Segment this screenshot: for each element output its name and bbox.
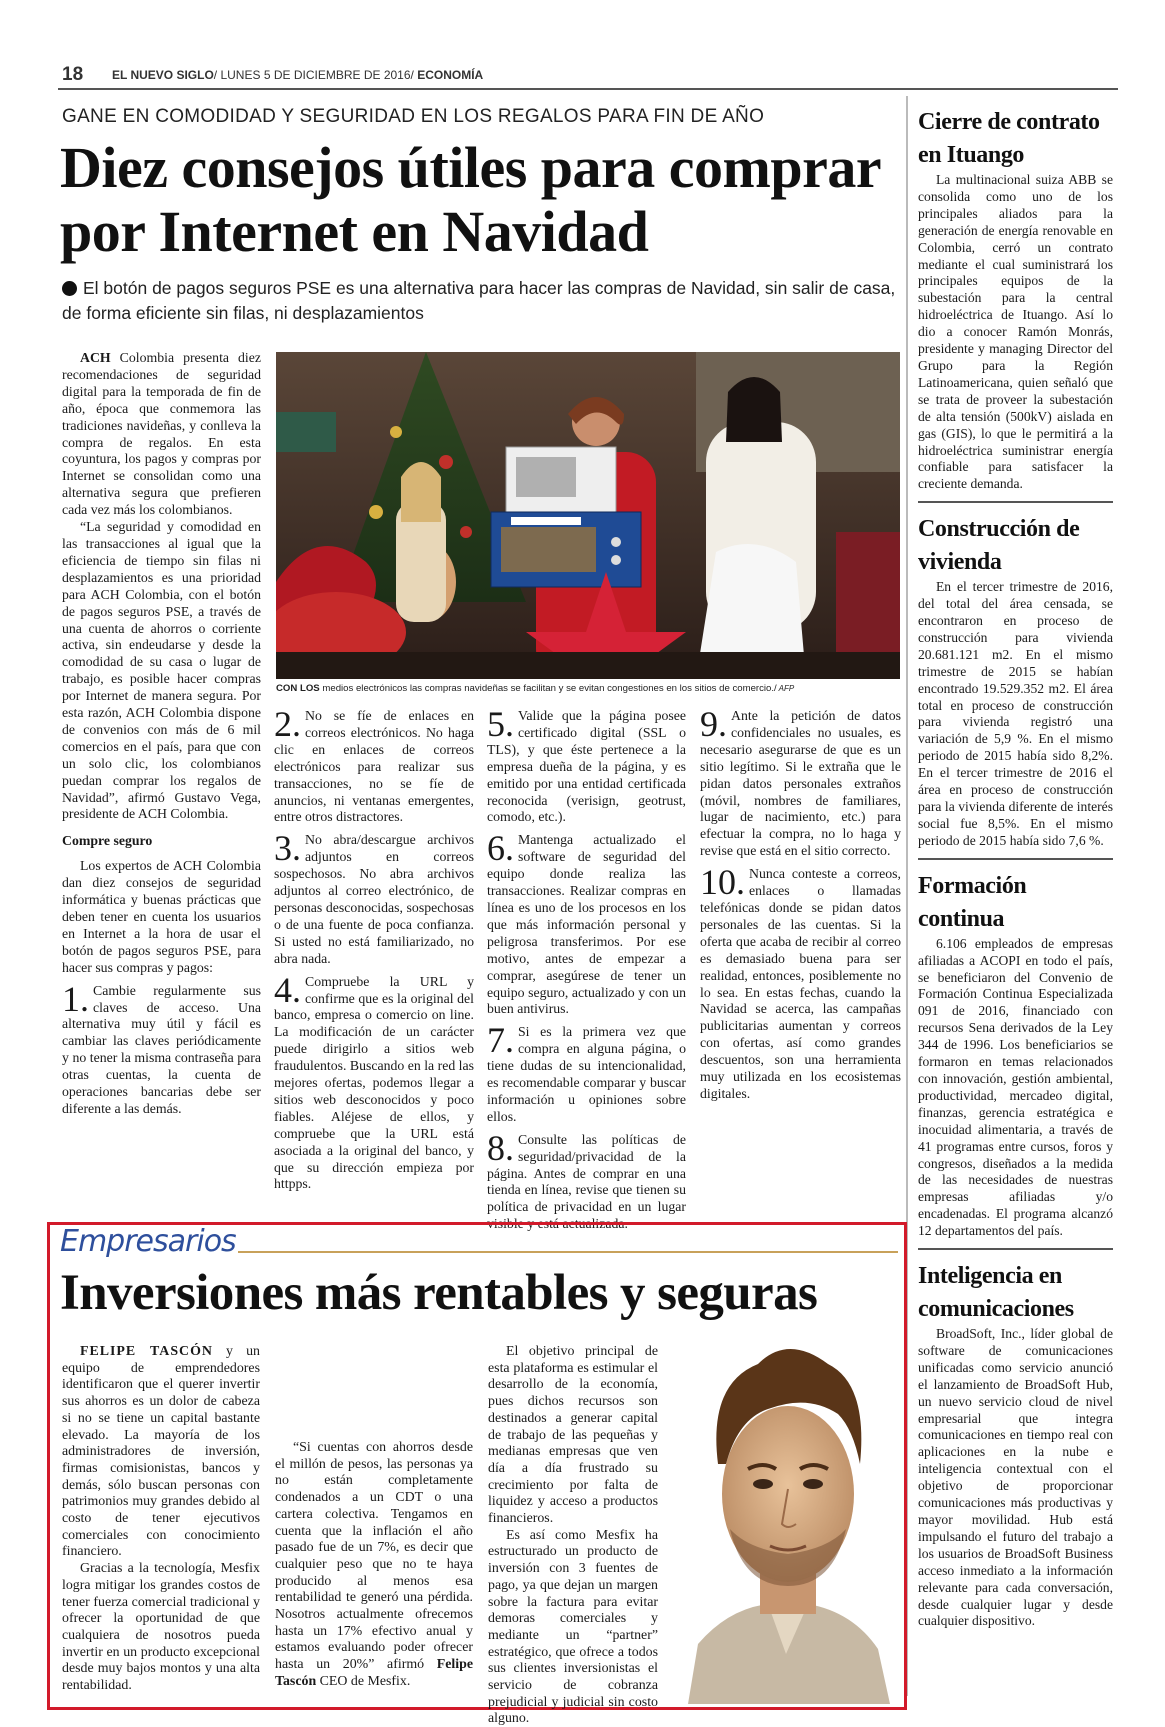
section-name: ECONOMÍA [413, 68, 484, 82]
brief-text: BroadSoft, Inc., líder global de software de comunicaciones unificadas como servicio anunció el lanzamiento de BroadSoft Hub, un nuevo servicio cloud de nivel empresarial que integra comunicaciones en tiempo real con aplicaciones en la nube e inteligencia contextual con el objetivo de proporcionar comunicaciones más productivas y mayor movilidad. Hub está impulsando el futuro del trabajo a los usuarios de BroadSoft Business acceso inmediato a la información relevante para cada conversación, desde cualquier lugar y desde cualquier dispositivo. [918, 1326, 1113, 1629]
dek-text: El botón de pagos seguros PSE es una alternativa para hacer las compras de Navidad, sin salir de casa, de forma eficiente sin filas, ni desplazamientos [62, 278, 896, 323]
tip-text: Mantenga actualizado el software de seguridad del equipo donde realiza las transacciones. Realizar compras en línea es uno de los procesos en los que más información personal y peligrosa transferimos. Por ese motivo, antes de empezar a comprar, asegúrese de tener un equipo seguro, actualizado y con un buen antivirus. [487, 832, 686, 1017]
brief-ituango [918, 106, 1113, 493]
paragraph-text: “Si cuentas con ahorros desde el millón de pesos, las personas ya no están completamente condenados a un CDT o una cartera colectiva. Tengamos en cuenta que la inflación el año pasado fue de un 7%, es decir que cualquier peso que no te haya producido al menos esa rentabilidad te generó una pérdida. Nosotros actualmente ofrecemos hasta un 17% efectivo anual y estamos evaluando poder ofrecer hasta un 20%” afirmó [275, 1440, 473, 1673]
tip-7 [487, 1020, 686, 1125]
quoted-name: Felipe Tascón [275, 1657, 473, 1689]
empresarios-column-3 [488, 1344, 658, 1727]
brief-formacion [918, 870, 1113, 1240]
tip-10 [700, 862, 901, 1103]
photo-credit: AFP [776, 684, 795, 693]
tip-number: 3. [274, 828, 301, 869]
newspaper-name: EL NUEVO SIGLO [112, 68, 214, 82]
article-headline: Diez consejos útiles para comprar por Internet en Navidad [60, 135, 881, 264]
tip-1 [62, 978, 261, 1118]
tip-number: 5. [487, 704, 514, 744]
paragraph: “La seguridad y comodidad en las transacciones al igual que la eficiencia de tiempo sin filas ni desplazamientos es una prioridad para ACH Colombia, con el botón de pagos seguros PSE, a través de una cuenta de ahorros o corriente activa, sin endeudarse y desde la comodidad de su casa o lugar de trabajo, es posible hacer compras por Internet de manera segura. Por esta razón, ACH Colombia dispone de convenios con más de 6 mil comercios en el país, para que con un solo clic, los colombianos puedan comprar los regalos de Navidad”, afirmó Gustavo Vega, presidente de ACH Colombia. [62, 519, 261, 822]
brief-divider [918, 501, 1113, 503]
byline: FELIPE TASCÓN [80, 1344, 213, 1359]
news-briefs-sidebar [918, 106, 1113, 1636]
article-column-4 [700, 704, 901, 1103]
page-header [112, 68, 483, 82]
caption-lead: CON LOS [276, 683, 320, 694]
bullet-icon [62, 281, 77, 296]
tip-text: Ante la petición de datos confidenciales no usuales, es necesario asegurarse de que es un sitio legítimo. Si le extraña que le pidan datos personales extraños (móvil, nombres de familiares, lugar de nacimiento, etc.) para efectuar la compra, no lo haga y revise que está en el sitio correcto. [700, 708, 901, 859]
article-column-3 [487, 704, 686, 1233]
tip-text: Valide que la página posee certificado digital (SSL o TLS), y que éste pertenece a la empresa dueña de la página, y es emitido por una entidad certificada reconocida (verisign, geotrust, comodo, etc.). [487, 708, 686, 825]
tip-number: 4. [274, 969, 301, 1010]
tip-4 [274, 969, 474, 1194]
paragraph-text: y un equipo de emprendedores identificaron que el querer invertir sus ahorros es un dolor de cabeza si no se tiene un capital bastante elevado. La mayoría de los administradores de inversión, firmas comisionistas, bancos y demás, sólo buscan personas con patrimonios muy grandes debido al costo de tener ejecutivos comerciales con conocimiento financiero. [62, 1344, 260, 1560]
empresarios-column-2 [275, 1440, 473, 1691]
photo-caption [276, 683, 900, 694]
paragraph-lead: ACH [80, 350, 111, 365]
tip-2 [274, 704, 474, 826]
brief-vivienda [918, 513, 1113, 850]
article-column-1 [62, 350, 261, 1118]
brief-title: Formación continua [918, 872, 1027, 932]
felipe-tascon-portrait [668, 1324, 900, 1704]
article-kicker: GANE EN COMODIDAD Y SEGURIDAD EN LOS REGALOS PARA FIN DE AÑO [62, 106, 765, 127]
tip-text: No abra/descargue archivos adjuntos en correos sospechosos. No abra archivos adjuntos al correo electrónico, de personas desconocidas, sospechosas o de una fuente de poca confianza. Si usted no está familiarizado, no abra nada. [274, 832, 474, 966]
tip-3 [274, 828, 474, 967]
brief-divider [918, 1248, 1113, 1250]
section-label: Empresarios [60, 1224, 236, 1259]
tip-number: 10. [700, 862, 745, 903]
tip-number: 6. [487, 828, 514, 869]
paragraph [275, 1440, 473, 1691]
tip-text: Consulte las políticas de seguridad/privacidad de la página. Antes de comprar en una tienda en línea, revise que tienen su política de privacidad en un lugar visible y está actualizada. [487, 1131, 686, 1232]
paragraph [62, 1344, 260, 1561]
article-dek [62, 276, 902, 326]
article-column-2 [274, 704, 474, 1193]
issue-date: / LUNES 5 DE DICIEMBRE DE 2016/ [213, 68, 414, 82]
christmas-shopping-photo [276, 352, 900, 679]
tip-6 [487, 828, 686, 1018]
label-rule [238, 1251, 898, 1253]
tip-text: Nunca conteste a correos, enlaces o llamadas telefónicas donde se pidan datos personales de las cuentas. Si la oferta que acaba de recibir al correo es demasiado buena para ser realidad, entonces, posiblemente no lo sea. En estas fechas, cuando la Navidad se acerca, las campañas publicitarias aumentan y correos con ofertas, así como grandes descuentos, son una herramienta muy utilizada en los ecosistemas digitales. [700, 866, 901, 1101]
tip-text: No se fíe de enlaces en correos electrónicos. No haga clic en enlaces de correos electrónicos para realizar sus transacciones, no se fíe de anuncios, ni ventanas emergentes, entre otros distractores. [274, 708, 474, 825]
tip-number: 8. [487, 1127, 514, 1168]
brief-comunicaciones [918, 1260, 1113, 1630]
empresarios-headline: Inversiones más rentables y seguras [60, 1265, 818, 1321]
tip-number: 2. [274, 704, 301, 744]
empresarios-column-1 [62, 1344, 260, 1695]
brief-text: En el tercer trimestre de 2016, del total del área censada, se encontraron en proceso de construcción para vivienda 20.681.121 m2. En el mismo trimestre de 2015 se habían encontrado 19.529.352 m2. El área total en proceso de construcción para vivienda registró una variación de 5,9 %. En el mismo periodo de 2015 había sido 8,2%. En el tercer trimestre de 2016 el área en proceso de construcción para la vivienda diferente de interés social fue 8,5%. En el mismo periodo de 2015 había sido 7,6 %. [918, 579, 1113, 848]
tip-number: 7. [487, 1020, 514, 1061]
subheading: Compre seguro [62, 833, 153, 849]
tip-text: Cambie regularmente sus claves de acceso. Una alternativa muy útil y fácil es cambiar las claves periódicamente y no tener la misma contraseña para otras cuentas, la cuenta de operaciones bancarias debe ser diferente a las demás. [62, 982, 261, 1116]
paragraph-text: CEO de Mesfix. [316, 1673, 411, 1689]
tip-9 [700, 704, 901, 860]
paragraph [62, 350, 261, 519]
paragraph-text: Colombia presenta diez recomendaciones de seguridad digital para la temporada de fin de año, época que conmemora las tradiciones navideñas, y conlleva la compra de regalos. En esta coyuntura, los pagos y compras por Internet se consolidan como una alternativa segura que prefieren cada vez más los colombianos. [62, 350, 261, 518]
tip-8 [487, 1127, 686, 1233]
portrait-illustration [668, 1324, 900, 1704]
tip-text: Compruebe la URL y confirme que es la original del banco, empresa o comercio on line. La modificación de un carácter puede dirigirlo a sitios web fraudulentos. Buscando en la red las mejores ofertas, podemos llegar a sitios web desconocidos y poco fiables. Aléjese de ellos, y compruebe que la URL está asociada a la original del banco, y que su dirección empieza por httpps. [274, 973, 474, 1192]
tip-5 [487, 704, 686, 826]
paragraph: El objetivo principal de esta plataforma es estimular el desarrollo de la economía, pues dichos recursos son destinados a generar capital de trabajo de las pequeñas y medianas empresas que ven día a día frustrado su crecimiento por falta de liquidez y acceso a productos financieros. [488, 1344, 658, 1527]
tip-number: 1. [62, 978, 89, 1019]
paragraph: Gracias a la tecnología, Mesfix logra mitigar los grandes costos de tener fuerza comercial tradicional y ofrecer la oportunidad de que cualquiera de nosotros pueda invertir en un producto excepcional desde muy bajos montos y una alta rentabilidad. [62, 1561, 260, 1694]
brief-title: Cierre de contrato en Ituango [918, 109, 1100, 168]
caption-text: medios electrónicos las compras navideñas se facilitan y se evitan congestiones en los sitios de comercio./ [319, 683, 777, 694]
tip-number: 9. [700, 704, 727, 744]
paragraph: Los expertos de ACH Colombia dan diez consejos de seguridad informática y buenas prácticas que deben tener en cuenta los usuarios en Internet a la hora de usar el botón de pagos seguros PSE, para hacer sus compras y pagos: [62, 858, 261, 975]
brief-text: 6.106 empleados de empresas afiliadas a ACOPI en todo el país, se beneficiaron del Convenio de Formación Continua Especializada 091 de 2016, financiado con recursos Sena derivados de la Ley 344 de 1996. Los beneficiarios se formaron en temas relacionados con innovación, gestión ambiental, productividad, mercadeo digital, finanzas, gerencia estratégica e inocuidad alimentaria, a través de 41 programas entre cursos, foros y congresos, diseñados a la medida de las necesidades de nuestras empresas afiliadas y/o encadenadas. El programa alcanzó 12 departamentos del país. [918, 935, 1113, 1239]
brief-title: Inteligencia en comunicaciones [918, 1263, 1074, 1323]
paragraph: Es así como Mesfix ha estructurado un producto de inversión con 3 fuentes de pago, ya que dejan un margen sobre la factura para evitar demoras comerciales y mediante un “partner” estratégico, que ofrece a todos sus clientes inversionistas el servicio de cobranza prejudicial y judicial sin costo alguno. [488, 1527, 658, 1727]
brief-divider [918, 858, 1113, 860]
photo-illustration [276, 352, 900, 679]
header-rule [58, 88, 1118, 90]
tip-text: Si es la primera vez que compra en alguna página, o tiene dudas de su intencionalidad, es recomendable comparar y buscar información u opiniones sobre ellos. [487, 1024, 686, 1124]
page-number: 18 [62, 64, 84, 85]
brief-text: La multinacional suiza ABB se consolida como uno de los principales aliados para la generación de energía renovable en Colombia, cerró un contrato mediante el cual suministrará los principales equipos de la subestación para la central hidroeléctrica de Ituango. Así lo dio a conocer Ramón Monrás, presidente y managing Director del Grupo para la Región Latinoamericana, quien señaló que se trata de proveer la subestación de alta tensión (500kV) aislada en gas (GIS), lo que le permitirá a la hidroeléctrica suministrar energía confiable para satisfacer la creciente demanda. [918, 172, 1113, 492]
brief-title: Construcción de vivienda [918, 516, 1080, 576]
